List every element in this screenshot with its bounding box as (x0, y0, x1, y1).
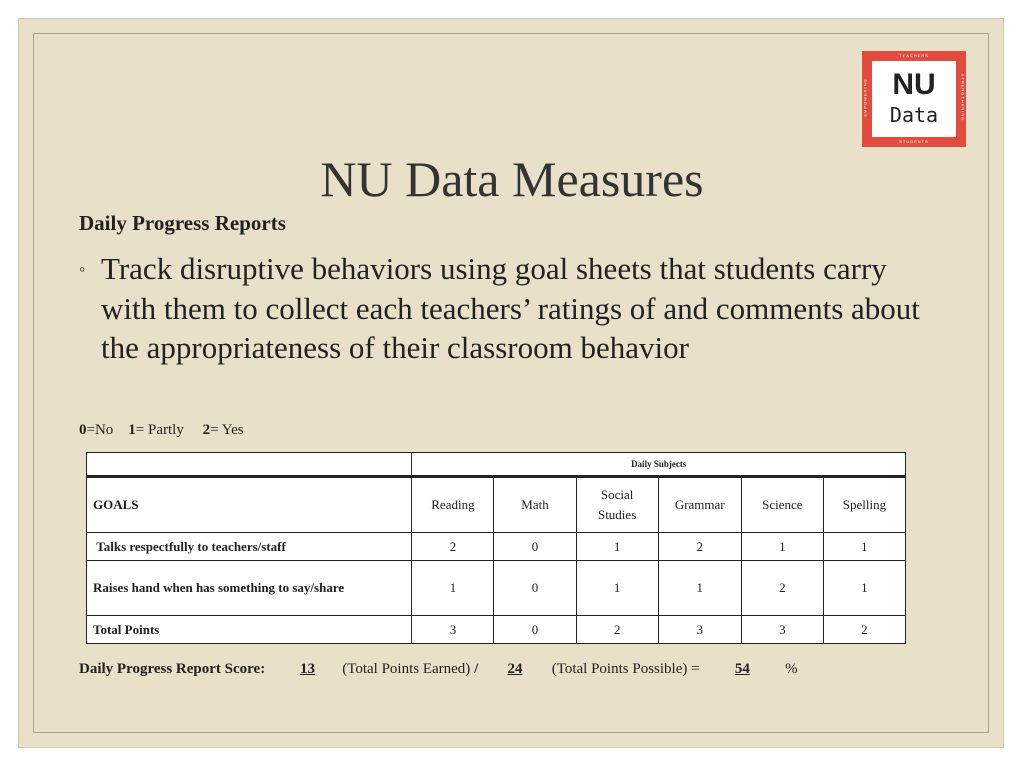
slide (18, 18, 1004, 748)
legend-num: 1 (128, 422, 136, 438)
table-corner-cell (87, 453, 412, 477)
points-possible-value: 24 (507, 661, 523, 677)
total-cell: 2 (823, 616, 905, 644)
rating-cell: 2 (658, 533, 741, 561)
total-cell: 0 (494, 616, 576, 644)
total-cell: 2 (576, 616, 658, 644)
legend-text: = Partly (135, 422, 184, 438)
column-header: Reading (412, 477, 494, 533)
bullet-circle-icon: ◦ (79, 259, 86, 279)
logo-sub-text: Data (889, 103, 939, 127)
percent-value: 54 (734, 661, 750, 677)
goal-label: Total Points (87, 616, 412, 644)
total-cell: 3 (741, 616, 823, 644)
column-header: Social Studies (576, 477, 658, 533)
total-cell: 3 (658, 616, 741, 644)
rating-cell: 0 (494, 561, 576, 616)
goal-label: Talks respectfully to teachers/staff (87, 533, 412, 561)
nu-data-logo (862, 51, 966, 147)
daily-subjects-header: Daily Subjects (412, 453, 906, 477)
rating-cell: 0 (494, 533, 576, 561)
points-earned-value: 13 (299, 661, 315, 677)
table-row (87, 533, 906, 561)
rating-legend (79, 422, 244, 439)
score-slash: / (474, 661, 479, 677)
column-header: Math (494, 477, 576, 533)
rating-cell: 2 (412, 533, 494, 561)
rating-cell: 1 (576, 561, 658, 616)
legend-num: 0 (79, 422, 87, 438)
rating-cell: 1 (412, 561, 494, 616)
legend-text: =No (86, 422, 114, 438)
goal-sheet-table (86, 452, 906, 644)
table-row-total (87, 616, 906, 644)
rating-cell: 1 (823, 561, 905, 616)
bullet-text: Track disruptive behaviors using goal sheets that students carry with them to collect each teachers’ ratings of and comments about the appropriateness of their classroom behavior (101, 251, 920, 365)
column-header: Grammar (658, 477, 741, 533)
column-header: Science (741, 477, 823, 533)
rating-cell: 1 (576, 533, 658, 561)
rating-cell: 1 (658, 561, 741, 616)
logo-ring-bottom: STUDENTS (899, 139, 929, 144)
table-column-header-row (87, 477, 906, 533)
logo-ring-top: TEACHERS (899, 53, 929, 58)
rating-cell: 1 (741, 533, 823, 561)
score-label: Daily Progress Report Score: (79, 661, 266, 677)
rating-cell: 2 (741, 561, 823, 616)
section-subheading: Daily Progress Reports (79, 211, 286, 235)
column-header: Spelling (823, 477, 905, 533)
legend-text: = Yes (210, 422, 244, 438)
goal-label: Raises hand when has something to say/share (87, 561, 412, 616)
logo-ring-right: STRENGTHENING (960, 73, 966, 122)
total-cell: 3 (412, 616, 494, 644)
points-earned-label: (Total Points Earned) (342, 661, 471, 677)
percent-sign: % (785, 661, 798, 677)
points-possible-label: (Total Points Possible) = (551, 661, 700, 677)
logo-ring-left: EMPOWERING (862, 78, 868, 117)
legend-num: 2 (202, 422, 211, 438)
table-header-row (87, 453, 906, 477)
table-row (87, 561, 906, 616)
daily-score-line (79, 661, 798, 678)
logo-main-text: NU (892, 68, 936, 101)
goals-header: GOALS (87, 477, 412, 533)
rating-cell: 1 (823, 533, 905, 561)
slide-title: NU Data Measures (320, 151, 704, 207)
